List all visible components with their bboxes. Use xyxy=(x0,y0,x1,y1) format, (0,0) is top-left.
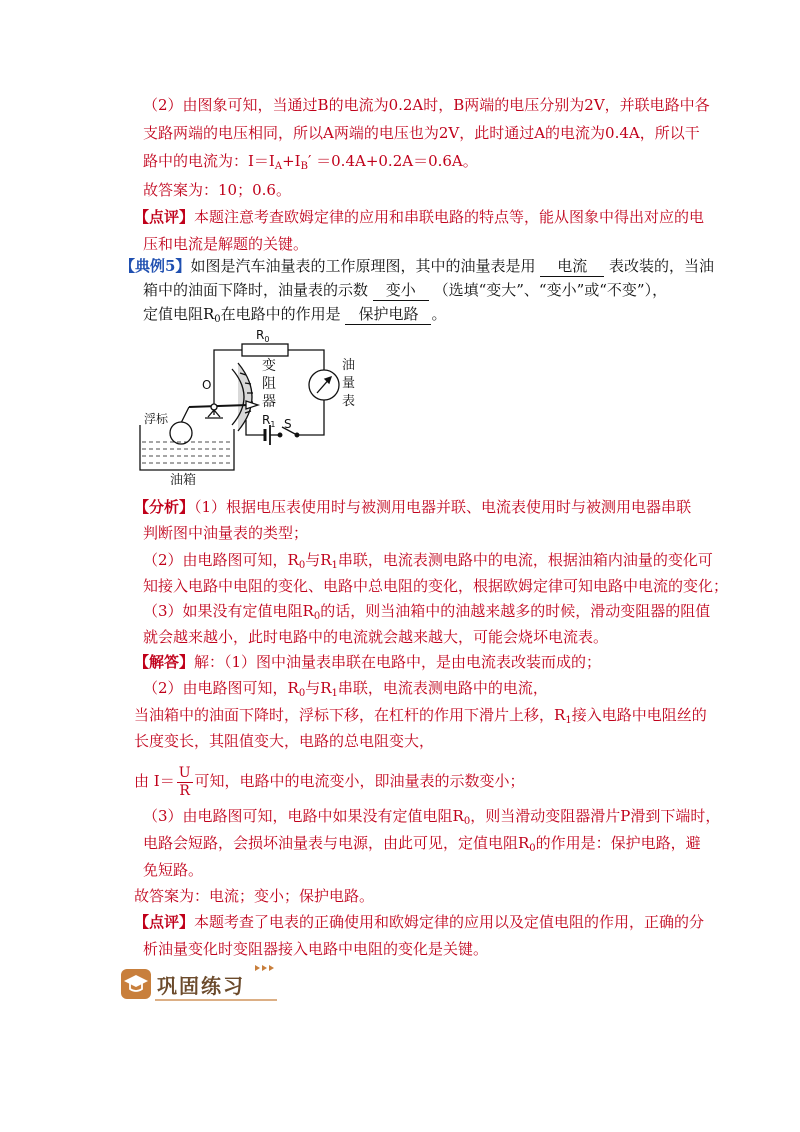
solution-line1: 【解答】解：（1）图中油量表串联在电路中，是由电流表改装而成的； xyxy=(134,653,602,671)
fraction-u-over-r: $\frac{U}{R}$ xyxy=(178,764,191,799)
analysis-line4: 知接入电路中电阻的变化、电路中总电阻的变化，根据欧姆定律可知电路中电流的变化； xyxy=(143,577,729,595)
solution-line8: 免短路。 xyxy=(143,861,204,879)
example-line3: 定值电阻$R_0$在电路中的作用是 保护电路 。 xyxy=(143,305,447,325)
para1-line2: 支路两端的电压相同，所以A两端的电压也为2V，此时通过A的电流为0.4A，所以干 xyxy=(143,124,700,142)
para1-answer: 故答案为：10；0.6。 xyxy=(143,181,291,199)
comment-tag: 【点评】 xyxy=(134,208,195,226)
oil-gauge-circuit-diagram xyxy=(134,325,364,485)
example-line1: 【典例5】如图是汽车油量表的工作原理图，其中的油量表是用 电流 表改装的，当油 xyxy=(120,257,715,275)
para1-line1: （2）由图象可知，当通过B的电流为0.2A时，B两端的电压分别为2V，并联电路中各 xyxy=(143,96,710,114)
section-badge xyxy=(121,963,283,1003)
solution-answer: 故答案为：电流；变小；保护电路。 xyxy=(134,887,375,905)
example-line2: 箱中的油面下降时，油量表的示数 变小 （选填“变大”、“变小”或“不变”）， xyxy=(143,281,668,299)
analysis-line5: （3）如果没有定值电阻$R_0$的话，则当油箱中的油越来越多的时候，滑动变阻器的阻值 xyxy=(143,602,711,622)
rheostat-label-2: 阻 xyxy=(262,376,276,392)
pivot-o-label: O xyxy=(202,378,212,392)
solution-line7: 电路会短路，会损坏油量表与电源，由此可见，定值电阻$R_0$的作用是：保护电路，避 xyxy=(143,834,701,854)
solution-tag: 【解答】 xyxy=(134,653,195,671)
analysis-line2: 判断图中油量表的类型； xyxy=(143,524,309,542)
arrow-marks-icon xyxy=(255,965,274,971)
para1-comment-line1: 【点评】本题注意考查欧姆定律的应用和串联电路的特点等，能从图象中得出对应的电 xyxy=(134,208,705,226)
meter-label-1: 油 xyxy=(342,358,356,373)
para1-line3: 路中的电流为：$I=I_A+I_B' =0.4A+0.2A=0.6A$。 xyxy=(143,152,478,172)
r0-resistor xyxy=(242,344,288,356)
solution-comment-line2: 析油量变化时变阻器接入电路中电阻的变化是关键。 xyxy=(143,940,489,958)
r0-label: $R_0$ xyxy=(256,328,270,344)
para1-comment-line2: 压和电流是解题的关键。 xyxy=(143,235,309,253)
solution-line2: （2）由电路图可知，$R_0$与$R_1$串联，电流表测电路中的电流， xyxy=(143,679,548,699)
analysis-line3: （2）由电路图可知，$R_0$与$R_1$串联，电流表测电路中的电流，根据油箱内油量的变化可 xyxy=(143,551,713,571)
solution-comment-tag: 【点评】 xyxy=(134,913,195,931)
solution-line4: 长度变长，其阻值变大，电路的总电阻变大， xyxy=(134,732,435,750)
blank-1: 电流 xyxy=(540,256,604,277)
rheostat-label-1: 变 xyxy=(262,358,276,374)
analysis-line1: 【分析】（1）根据电压表使用时与被测用电器并联、电流表使用时与被测用电器串联 xyxy=(134,498,692,516)
blank-3: 保护电路 xyxy=(345,304,431,325)
solution-line5-ohms-law: 由 I＝ $\frac{U}{R}$ 可知，电路中的电流变小，即油量表的示数变小； xyxy=(134,764,525,799)
rheostat-label-3: 器 xyxy=(262,394,276,410)
analysis-tag: 【分析】 xyxy=(134,498,195,516)
float-label: 浮标 xyxy=(144,412,169,426)
meter-label-2: 量 xyxy=(342,376,356,391)
solution-line3: 当油箱中的油面下降时，浮标下移，在杠杆的作用下滑片上移，$R_1$接入电路中电阻丝的 xyxy=(134,706,707,726)
meter-label-3: 表 xyxy=(342,394,356,409)
solution-line6: （3）由电路图可知，电路中如果没有定值电阻$R_0$，则当滑动变阻器滑片P滑到下端时， xyxy=(143,807,721,827)
float-icon xyxy=(170,422,192,444)
solution-comment-line1: 【点评】本题考查了电表的正确使用和欧姆定律的应用以及定值电阻的作用，正确的分 xyxy=(134,913,705,931)
blank-2: 变小 xyxy=(373,280,429,301)
switch-s-label: S xyxy=(284,417,292,431)
r1-label: $R_1$ xyxy=(262,413,276,429)
example-tag: 【典例5】 xyxy=(120,257,191,275)
tank-label: 油箱 xyxy=(170,473,197,485)
analysis-line6: 就会越来越小，此时电路中的电流就会越来越大，可能会烧坏电流表。 xyxy=(143,628,609,646)
section-title: 巩固练习 xyxy=(157,974,245,998)
